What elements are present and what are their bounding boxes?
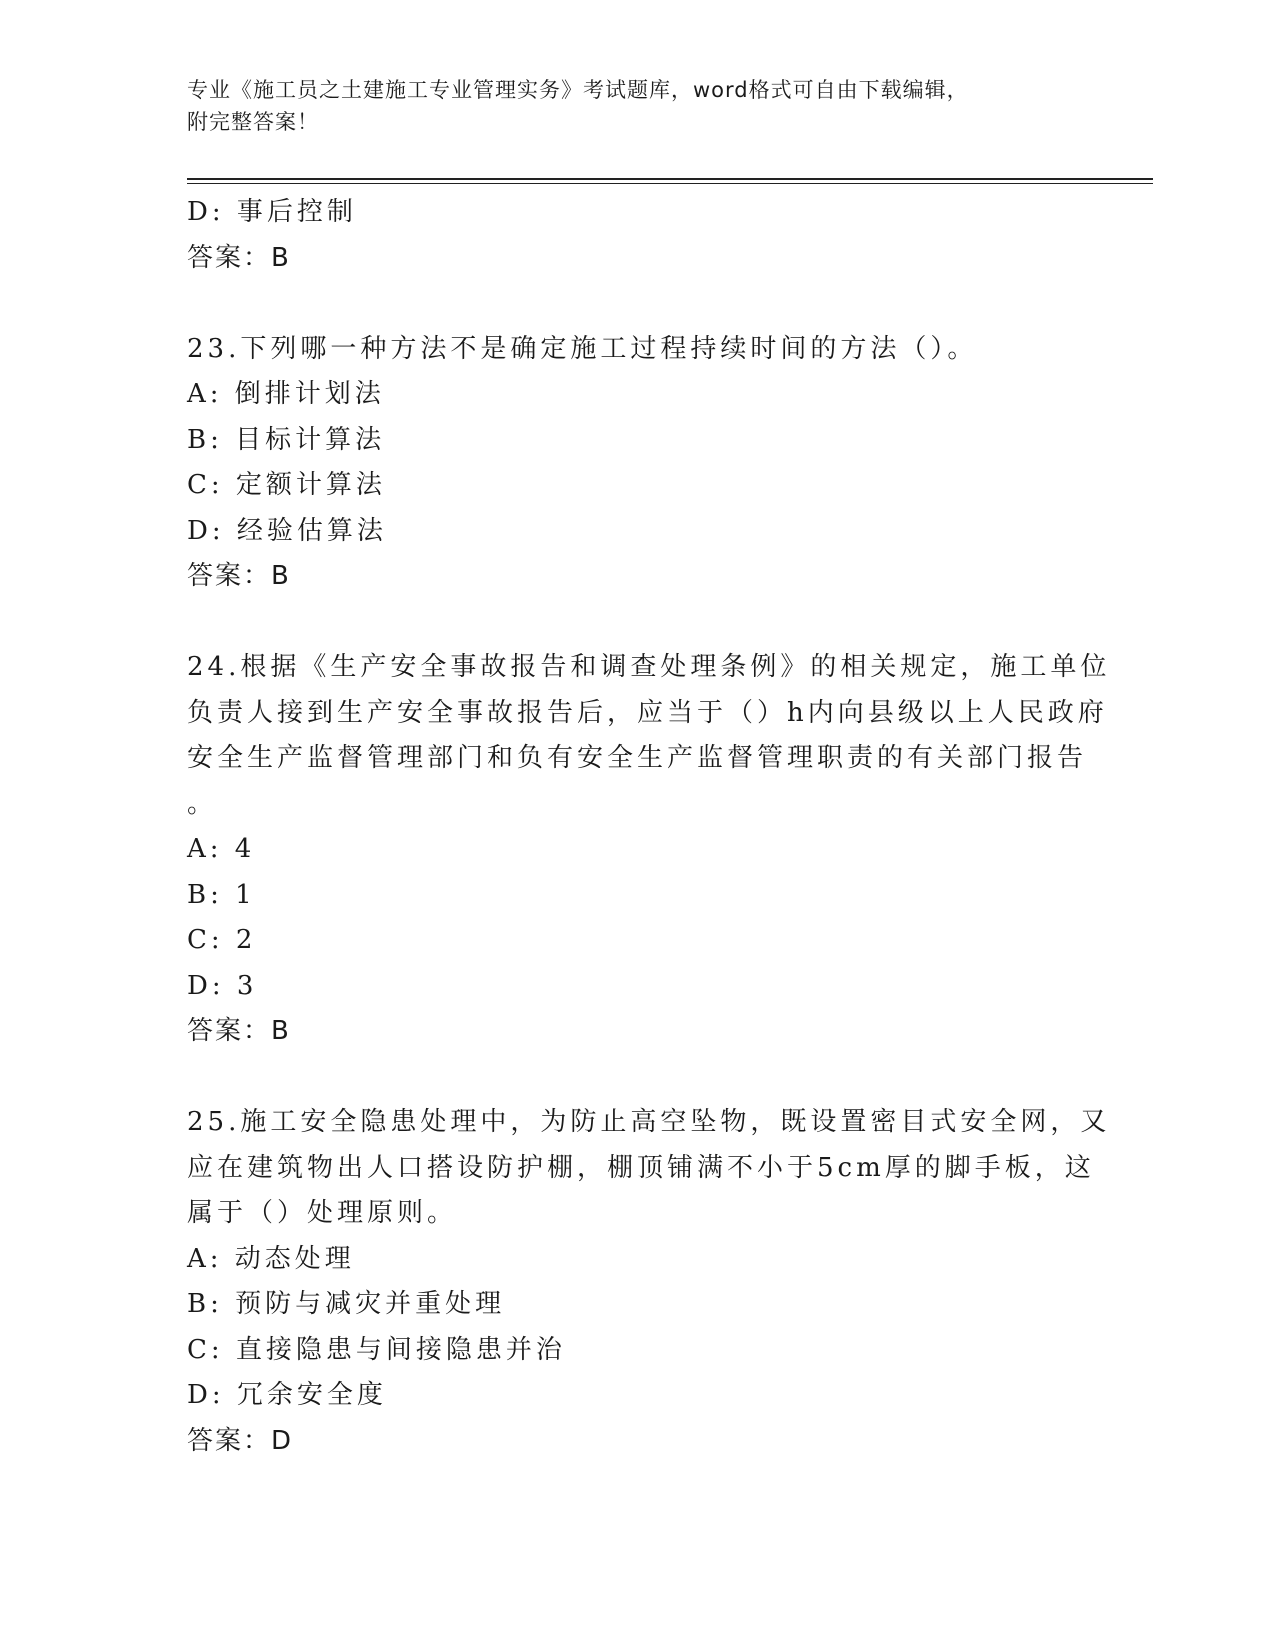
spacer	[187, 1055, 1087, 1101]
option-a: A: 4	[187, 834, 256, 864]
question-stem-line: 属于（）处理原则。	[187, 1198, 458, 1228]
question-stem: 23.下列哪一种方法不是确定施工过程持续时间的方法（）。	[187, 333, 978, 364]
question-25	[187, 1100, 1111, 1464]
document-body	[187, 190, 1111, 1464]
spacer	[187, 281, 1087, 327]
question-stem-line: 负责人接到生产安全事故报告后，应当于（）h内向县级以上人民政府	[187, 697, 1108, 728]
question-23	[187, 327, 1087, 600]
option-a: A: 倒排计划法	[187, 379, 385, 409]
header-divider-thin	[187, 183, 1153, 184]
option-c: C: 2	[187, 925, 257, 955]
answer-line: 答案：D	[187, 1425, 294, 1456]
question-stem-line: 安全生产监督管理部门和负有安全生产监督管理职责的有关部门报告	[187, 743, 1088, 773]
header-line-1: 专业《施工员之土建施工专业管理实务》考试题库，word格式可自由下载编辑，	[187, 78, 969, 102]
question-stem-line: 25.施工安全隐患处理中，为防止高空坠物，既设置密目式安全网，又	[187, 1107, 1111, 1137]
document-header	[187, 74, 1087, 138]
option-c: C: 直接隐患与间接隐患并治	[187, 1334, 566, 1365]
answer-line: 答案：B	[187, 1016, 291, 1046]
answer-line: 答案：B	[187, 242, 291, 273]
header-line-2: 附完整答案！	[187, 110, 319, 134]
option-b: B: 预防与减灾并重处理	[187, 1289, 506, 1319]
question-stem-line: 应在建筑物出人口搭设防护棚，棚顶铺满不小于5cm厚的脚手板，这	[187, 1152, 1095, 1183]
option-d: D: 经验估算法	[187, 515, 387, 546]
question-22-tail	[187, 190, 1087, 281]
question-24	[187, 645, 1111, 1055]
header-divider-thick	[187, 178, 1153, 180]
answer-line: 答案：B	[187, 561, 291, 591]
option-d: D: 冗余安全度	[187, 1380, 387, 1410]
option-d: D: 3	[187, 970, 258, 1001]
question-stem-line: 24.根据《生产安全事故报告和调查处理条例》的相关规定，施工单位	[187, 652, 1111, 682]
question-stem-line: 。	[187, 788, 218, 819]
spacer	[187, 600, 1087, 646]
option-d: D: 事后控制	[187, 197, 357, 227]
option-c: C: 定额计算法	[187, 470, 386, 500]
option-b: B: 1	[187, 879, 256, 910]
option-a: A: 动态处理	[187, 1243, 355, 1274]
option-b: B: 目标计算法	[187, 424, 386, 455]
